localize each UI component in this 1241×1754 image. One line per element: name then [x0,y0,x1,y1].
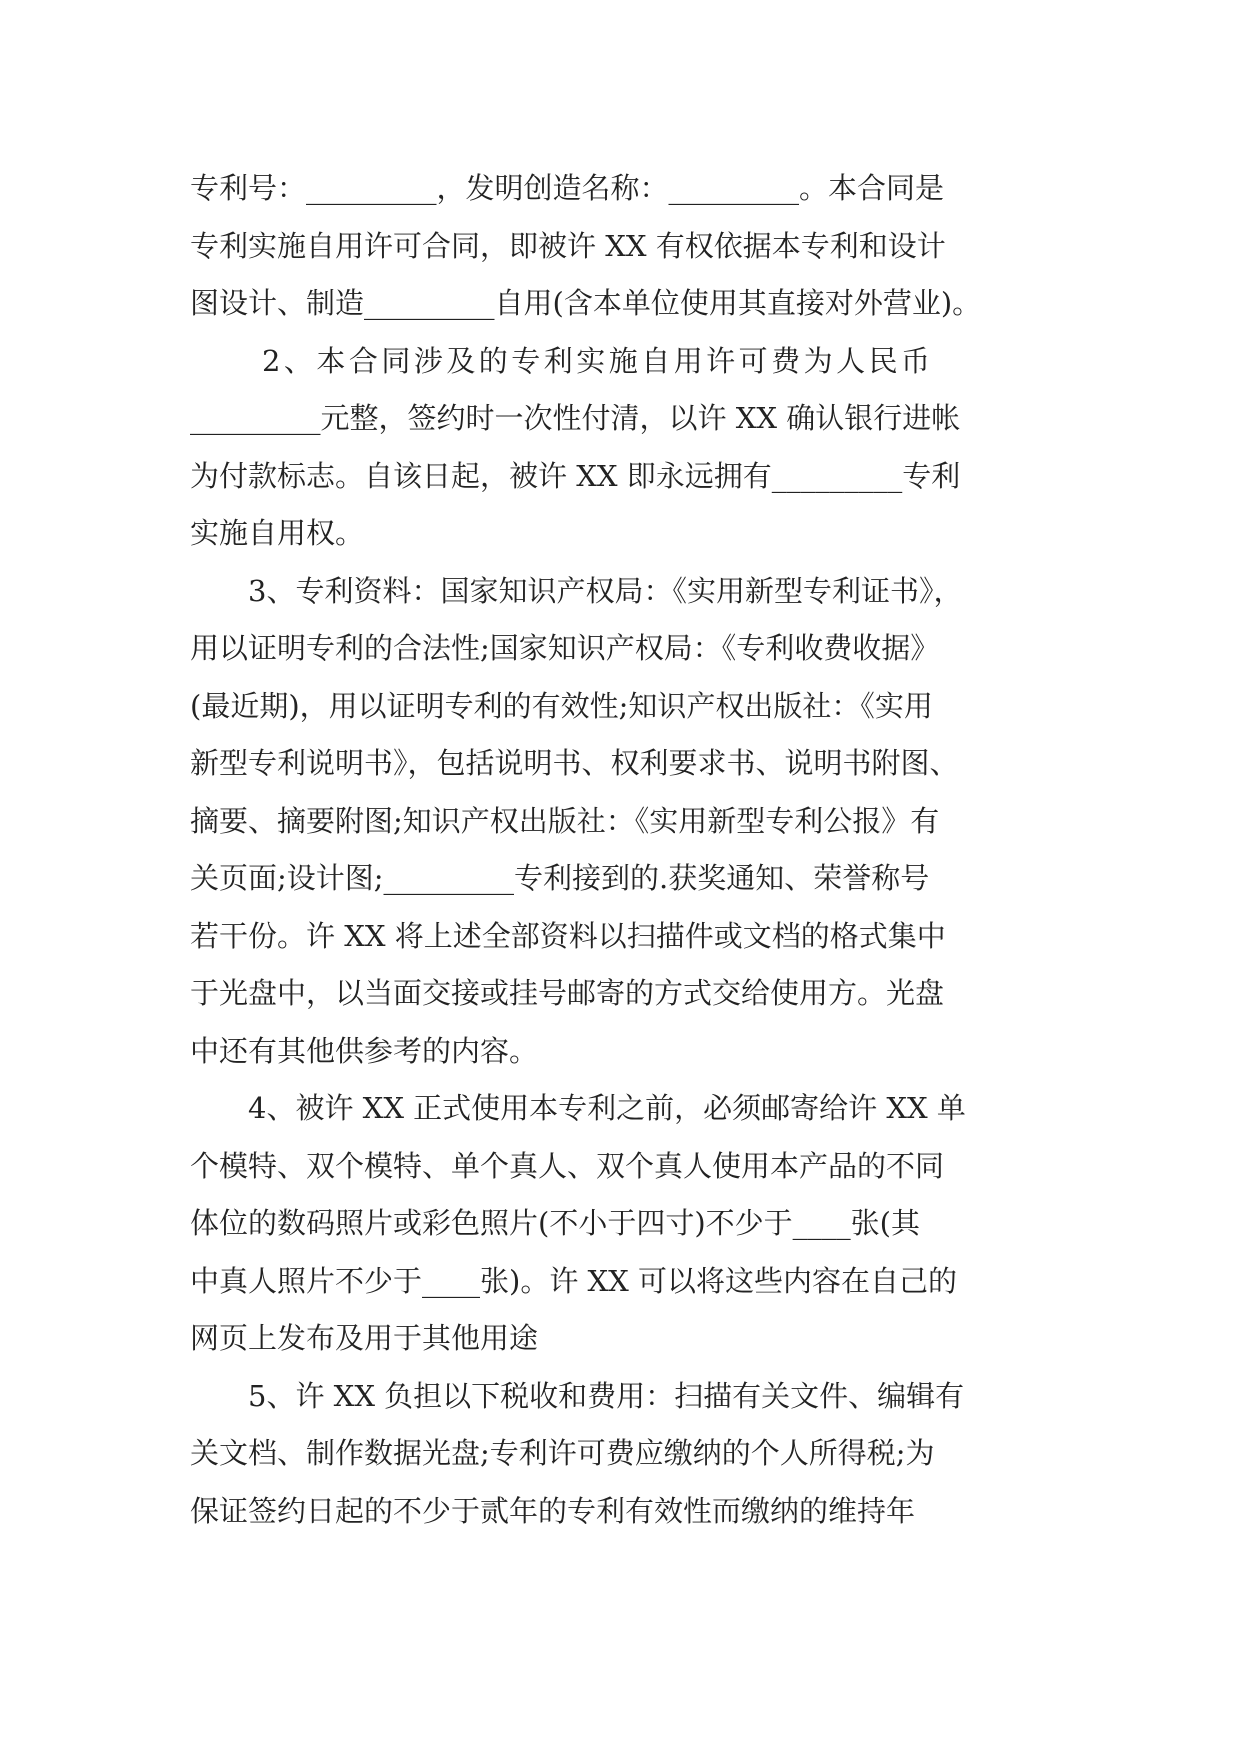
text-line: 体位的数码照片或彩色照片(不小于四寸)不少于____张(其 [190,1206,920,1240]
text-line: _________元整，签约时一次性付清，以许 XX 确认银行进帐 [190,401,961,435]
text-line: 个模特、双个模特、单个真人、双个真人使用本产品的不同 [190,1148,945,1183]
text-line: 若干份。许 XX 将上述全部资料以扫描件或文档的格式集中 [190,918,946,953]
text-line: 摘要、摘要附图;知识产权出版社：《实用新型专利公报》有 [190,803,940,838]
text-line: 中还有其他供参考的内容。 [190,1033,539,1068]
text-line: 图设计、制造_________自用(含本单位使用其直接对外营业)。 [190,286,982,320]
text-line: 实施自用权。 [190,516,365,550]
text-line: 为付款标志。自该日起，被许 XX 即永远拥有_________专利 [190,458,961,493]
text-line: 用以证明专利的合法性;国家知识产权局：《专利收费收据》 [190,631,940,665]
text-line: 专利号：_________，发明创造名称：_________。本合同是 [190,171,945,205]
text-line: (最近期)，用以证明专利的有效性;知识产权出版社：《实用 [190,688,933,723]
text-line: 新型专利说明书》，包括说明书、权利要求书、说明书附图、 [190,746,959,780]
text-line: 于光盘中，以当面交接或挂号邮寄的方式交给使用方。光盘 [190,976,945,1010]
text-line: 关页面;设计图;_________专利接到的.获奖通知、荣誉称号 [190,861,930,895]
text-line: 4、被许 XX 正式使用本专利之前，必须邮寄给许 XX 单 [248,1091,966,1125]
text-line: 3、专利资料：国家知识产权局：《实用新型专利证书》， [248,573,963,608]
contract-text-body [190,160,1050,1540]
text-line: 保证签约日起的不少于贰年的专利有效性而缴纳的维持年 [190,1493,916,1528]
text-line: 关文档、制作数据光盘;专利许可费应缴纳的个人所得税;为 [190,1436,935,1470]
text-line: 网页上发布及用于其他用途 [190,1321,539,1355]
text-line: 专利实施自用许可合同，即被许 XX 有权依据本专利和设计 [190,228,946,263]
text-line: 5、许 XX 负担以下税收和费用：扫描有关文件、编辑有 [248,1378,965,1413]
text-line: 中真人照片不少于____张)。许 XX 可以将这些内容在自己的 [190,1263,958,1298]
text-line: 2、本合同涉及的专利实施自用许可费为人民币 [262,343,934,378]
